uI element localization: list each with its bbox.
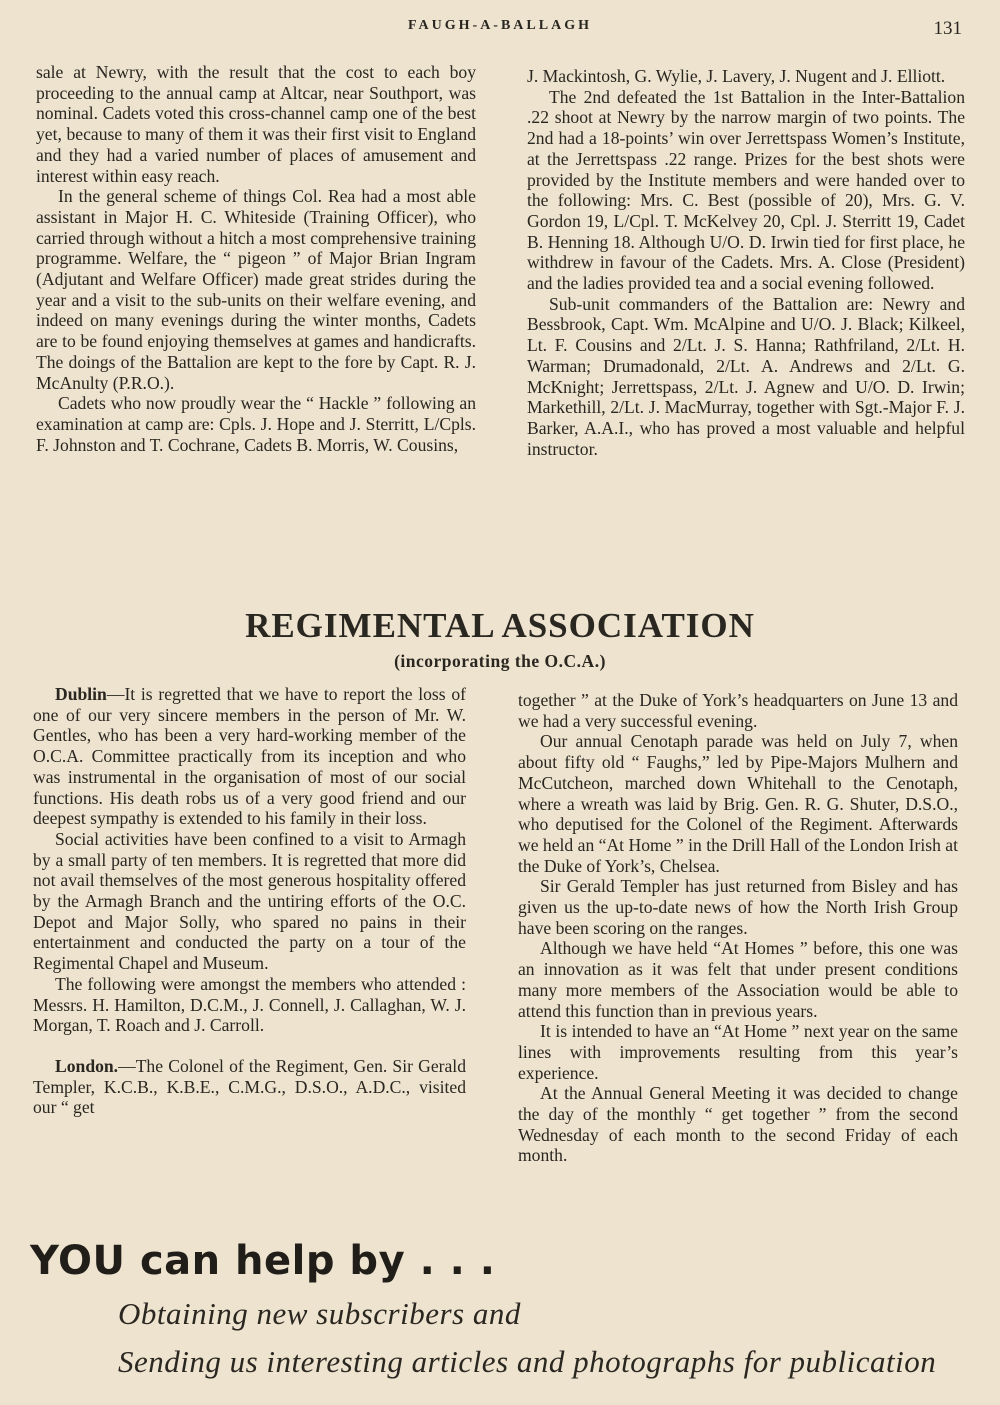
paragraph: It is intended to have an “At Home ” next year on the same lines with improvements resulting from this year’s experience. xyxy=(518,1021,958,1083)
page-header xyxy=(0,16,1000,44)
paragraph: The 2nd defeated the 1st Battalion in the Inter-Battalion .22 shoot at Newry by the narrow margin of two points. The 2nd had a 18-points’ win over Jerrettspass Women’s Institute, at the Jerrettspass .22 range. Prizes for the best shots were provided by the Institute members and were handed over to the following: Mrs. C. Best (possible of 20), Mrs. G. V. Gordon 19, L/Cpl. T. McKelvey 20, Cpl. J. Sterritt 19, Cadet B. Henning 18. Although U/O. D. Irwin tied for first place, he withdrew in favour of the Cadets. Mrs. A. Close (President) and the ladies provided tea and a social evening followed. xyxy=(527,86,965,294)
association-left-column xyxy=(33,684,466,1118)
cadets-left-column xyxy=(36,62,476,455)
cadets-right-column xyxy=(527,66,965,459)
paragraph: sale at Newry, with the result that the cost to each boy proceeding to the annual camp at Altcar, near Southport, was nominal. Cadets voted this cross-channel camp one of the best yet, because to many of them it was their first visit to England and they had a varied number of places of amusement and interest within easy reach. xyxy=(36,62,476,186)
paragraph: together ” at the Duke of York’s headquarters on June 13 and we had a very successful evening. xyxy=(518,690,958,731)
spacer xyxy=(33,1036,466,1056)
branch-name-london: London. xyxy=(55,1055,119,1076)
section-subtitle: (incorporating the O.C.A.) xyxy=(394,651,606,671)
call-to-action-line-1: Obtaining new subscribers and xyxy=(118,1296,521,1331)
association-right-column xyxy=(518,690,958,1166)
section-title: REGIMENTAL ASSOCIATION xyxy=(245,606,755,645)
paragraph: Our annual Cenotaph parade was held on July 7, when about fifty old “ Faughs,” led by Pipe-Majors Mulhern and McCutcheon, marched down Whitehall to the Cenotaph, where a wreath was laid by Brig. Gen. R. G. Shuter, D.S.O., who deputised for the Colonel of the Regiment. Afterwards we held an “At Home ” in the Drill Hall of the London Irish at the Duke of York’s, Chelsea. xyxy=(518,731,958,876)
london-text: —The Colonel of the Regiment, Gen. Sir Gerald Templer, K.C.B., K.B.E., C.M.G., D.S.O., A.D.C., visited our “ get xyxy=(33,1055,466,1118)
paragraph: Sub-unit commanders of the Battalion are: Newry and Bessbrook, Capt. Wm. McAlpine and U/O. J. Black; Kilkeel, Lt. F. Cousins and 2/Lt. J. S. Hanna; Rathfriland, 2/Lt. H. Warman; Drumadonald, 2/Lt. A. Andrews and 2/Lt. G. McKnight; Jerrettspass, 2/Lt. J. Agnew and U/O. D. Irwin; Markethill, 2/Lt. J. MacMurray, together with Sgt.-Major F. J. Barker, A.A.I., who has proved a most valuable and helpful instructor. xyxy=(527,293,965,459)
running-head: FAUGH-A-BALLAGH xyxy=(408,18,592,33)
page-number: 131 xyxy=(933,18,962,39)
paragraph: The following were amongst the members who attended : Messrs. H. Hamilton, D.C.M., J. Connell, J. Callaghan, W. J. Morgan, T. Roach and J. Carroll. xyxy=(33,973,466,1036)
paragraph: At the Annual General Meeting it was decided to change the day of the monthly “ get together ” from the second Wednesday of each month to the second Friday of each month. xyxy=(518,1083,958,1166)
call-to-action-line-2: Sending us interesting articles and photographs for publication xyxy=(118,1344,937,1379)
dublin-text: —It is regretted that we have to report the loss of one of our very sincere members in the person of Mr. W. Gentles, who has been a very hard-working member of the O.C.A. Committee practically from its inception and who was instrumental in the organisation of most of our social functions. His death robs us of a very good friend and our deepest sympathy is extended to his family in their loss. xyxy=(33,684,466,829)
paragraph: Although we have held “At Homes ” before, this one was an innovation as it was felt that under present conditions many more members of the Association would be able to attend this function than in previous years. xyxy=(518,938,958,1021)
paragraph: Cadets who now proudly wear the “ Hackle ” following an examination at camp are: Cpls. J. Hope and J. Sterritt, L/Cpls. F. Johnston and T. Cochrane, Cadets B. Morris, W. Cousins, xyxy=(36,393,476,455)
dublin-paragraph xyxy=(33,684,466,829)
paragraph: J. Mackintosh, G. Wylie, J. Lavery, J. Nugent and J. Elliott. xyxy=(527,66,946,86)
branch-name-dublin: Dublin xyxy=(55,684,107,704)
paragraph: Social activities have been confined to a visit to Armagh by a small party of ten members. It is regretted that more did not avail themselves of the most generous hospitality offered by the Armagh Branch and the untiring efforts of the O.C. Depot and Major Solly, who spared no pains in their entertainment and conducted the party on a tour of the Regimental Chapel and Museum. xyxy=(33,828,466,974)
london-paragraph xyxy=(33,1056,466,1118)
call-to-action-heading: YOU can help by . . . xyxy=(30,1238,496,1284)
paragraph: In the general scheme of things Col. Rea had a most able assistant in Major H. C. Whiteside (Training Officer), who carried through without a hitch a most comprehensive training programme. Welfare, the “ pigeon ” of Major Brian Ingram (Adjutant and Welfare Officer) made great strides during the year and a visit to the sub-units on their welfare evening, and indeed on many evenings during the winter months, Cadets are to be found enjoying themselves at games and handicrafts. The doings of the Battalion are kept to the fore by Capt. R. J. McAnulty (P.R.O.). xyxy=(36,186,476,393)
paragraph: Sir Gerald Templer has just returned from Bisley and has given us the up-to-date news of how the North Irish Group have been scoring on the ranges. xyxy=(518,876,958,938)
